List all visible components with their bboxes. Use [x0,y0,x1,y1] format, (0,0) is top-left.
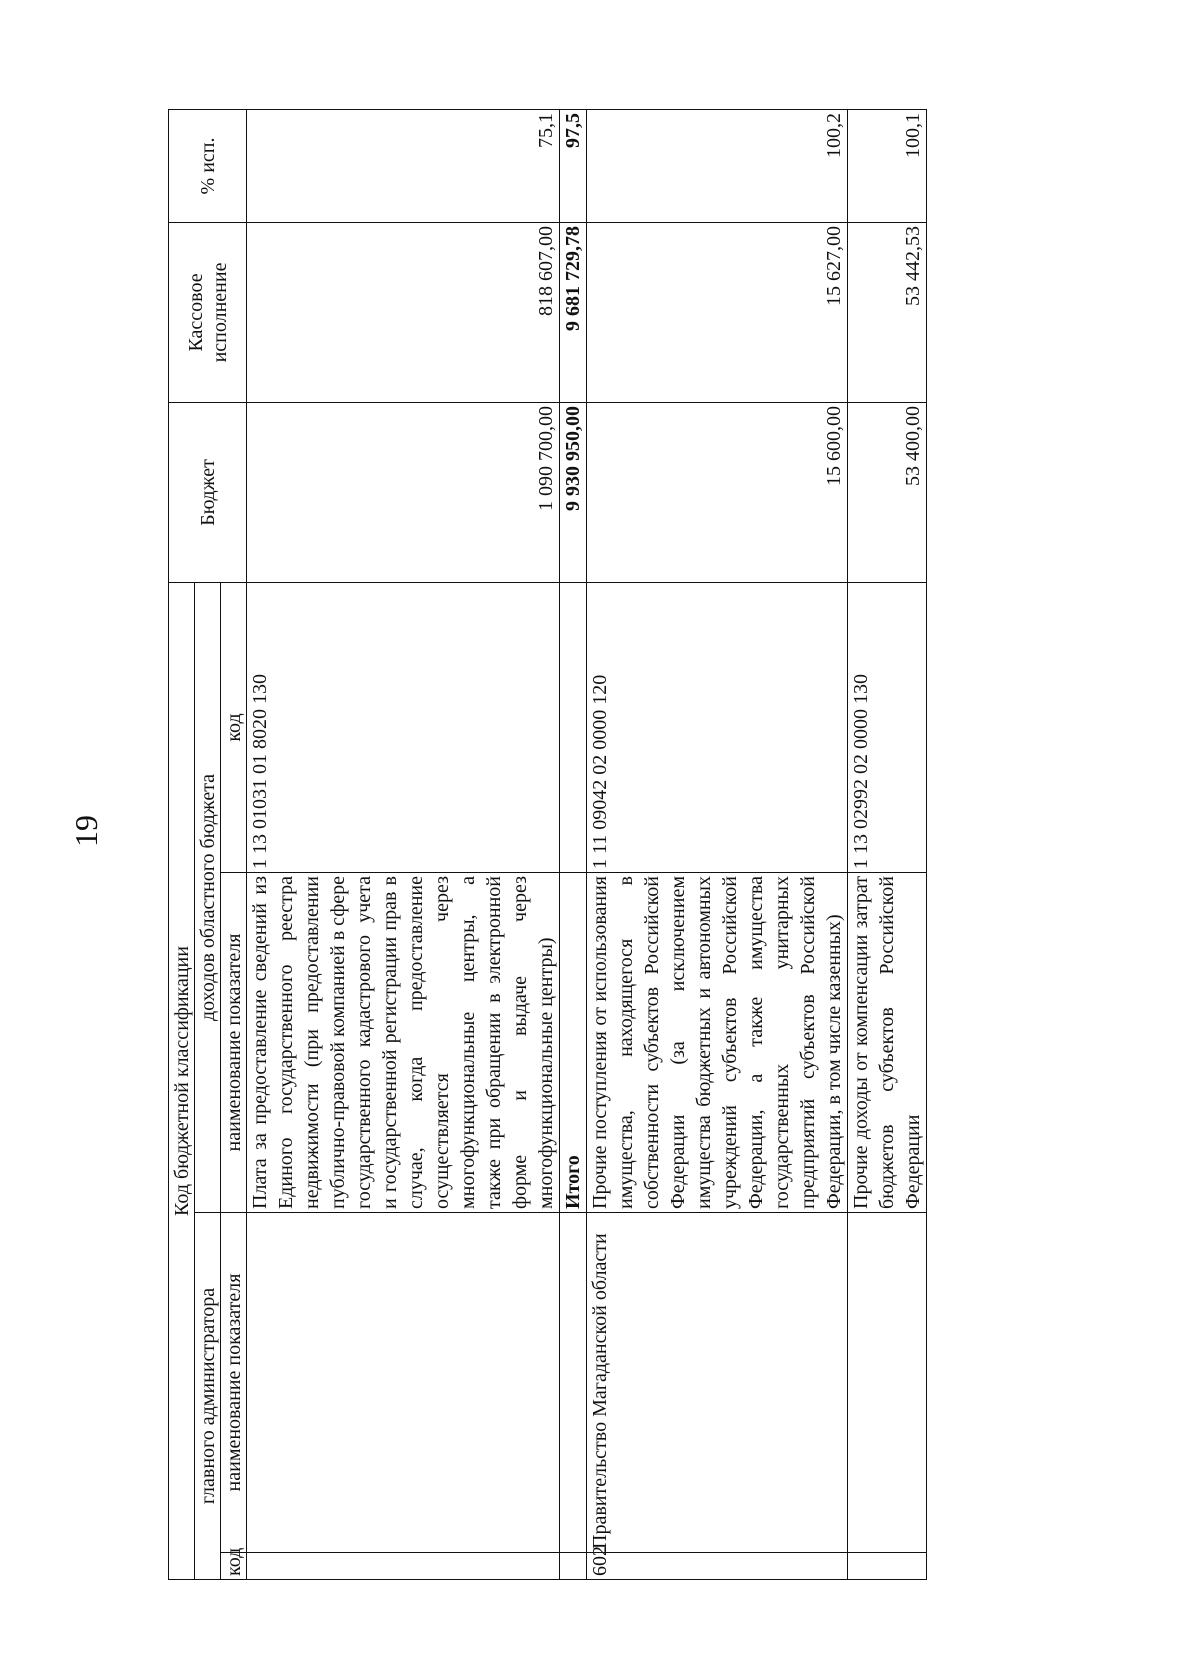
admin-name-cell [560,1213,587,1553]
header-income-code: код [221,582,247,872]
rotated-table-wrapper [168,110,980,1580]
admin-name-cell [247,1213,560,1553]
admin-code-cell [560,1553,587,1580]
page-number: 19 [68,815,104,847]
table-row [247,109,560,1579]
budget-table [168,109,927,1580]
admin-code-cell [848,1553,927,1580]
total-cash-cell: 9 681 729,78 [560,222,587,402]
income-name-cell: Прочие поступления от использования имущества, находящегося в собственности субъектов Российской Федерации (за исключением имущества бюджетных и автономных учреждений субъектов Российской Федерации, а также имущества государственных унитарных предприятий субъектов Российской Федерации, в том числе казенных) [587,873,848,1213]
admin-code-cell [247,1553,560,1580]
table-row-total [560,109,587,1579]
header-admin-name: наименование показателя [221,1213,247,1553]
income-code-cell: 1 11 09042 02 0000 120 [587,582,848,872]
income-code-cell: 1 13 01031 01 8020 130 [247,582,560,872]
cash-cell: 15 627,00 [587,222,848,402]
income-code-cell: 1 13 02992 02 0000 130 [848,582,927,872]
header-admin-code: код [221,1553,247,1580]
budget-cell: 15 600,00 [587,402,848,582]
header-budget: Бюджет [169,402,247,582]
cash-cell: 53 442,53 [848,222,927,402]
header-admin-group: главного администратора [195,1213,221,1580]
header-cash: Кассовое исполнение [169,222,247,402]
table-row [848,109,927,1579]
header-income-group: доходов областного бюджета [195,582,221,1212]
header-percent: % исп. [169,109,247,222]
header-classification: Код бюджетной классификации [169,582,195,1579]
header-income-name: наименование показателя [221,873,247,1213]
table-row [587,109,848,1579]
admin-name-cell [848,1213,927,1553]
total-percent-cell: 97,5 [560,109,587,222]
percent-cell: 100,1 [848,109,927,222]
cash-cell: 818 607,00 [247,222,560,402]
admin-name-cell: Правительство Магаданской области [587,1213,848,1553]
percent-cell: 100,2 [587,109,848,222]
percent-cell: 75,1 [247,109,560,222]
total-label: Итого [560,873,587,1213]
income-name-cell: Прочие доходы от компенсации затрат бюджетов субъектов Российской Федерации [848,873,927,1213]
income-name-cell: Плата за предоставление сведений из Единого государственного реестра недвижимости (при предоставлении публично-правовой компанией в сфере государственного кадастрового учета и государственной регистрации прав в случае, когда предоставление осуществляется через многофункциональные центры, а также при обращении в электронной форме и выдаче через многофункциональные центры) [247,873,560,1213]
total-budget-cell: 9 930 950,00 [560,402,587,582]
income-code-cell [560,582,587,872]
budget-cell: 53 400,00 [848,402,927,582]
budget-cell: 1 090 700,00 [247,402,560,582]
admin-code-cell: 602 [587,1553,848,1580]
